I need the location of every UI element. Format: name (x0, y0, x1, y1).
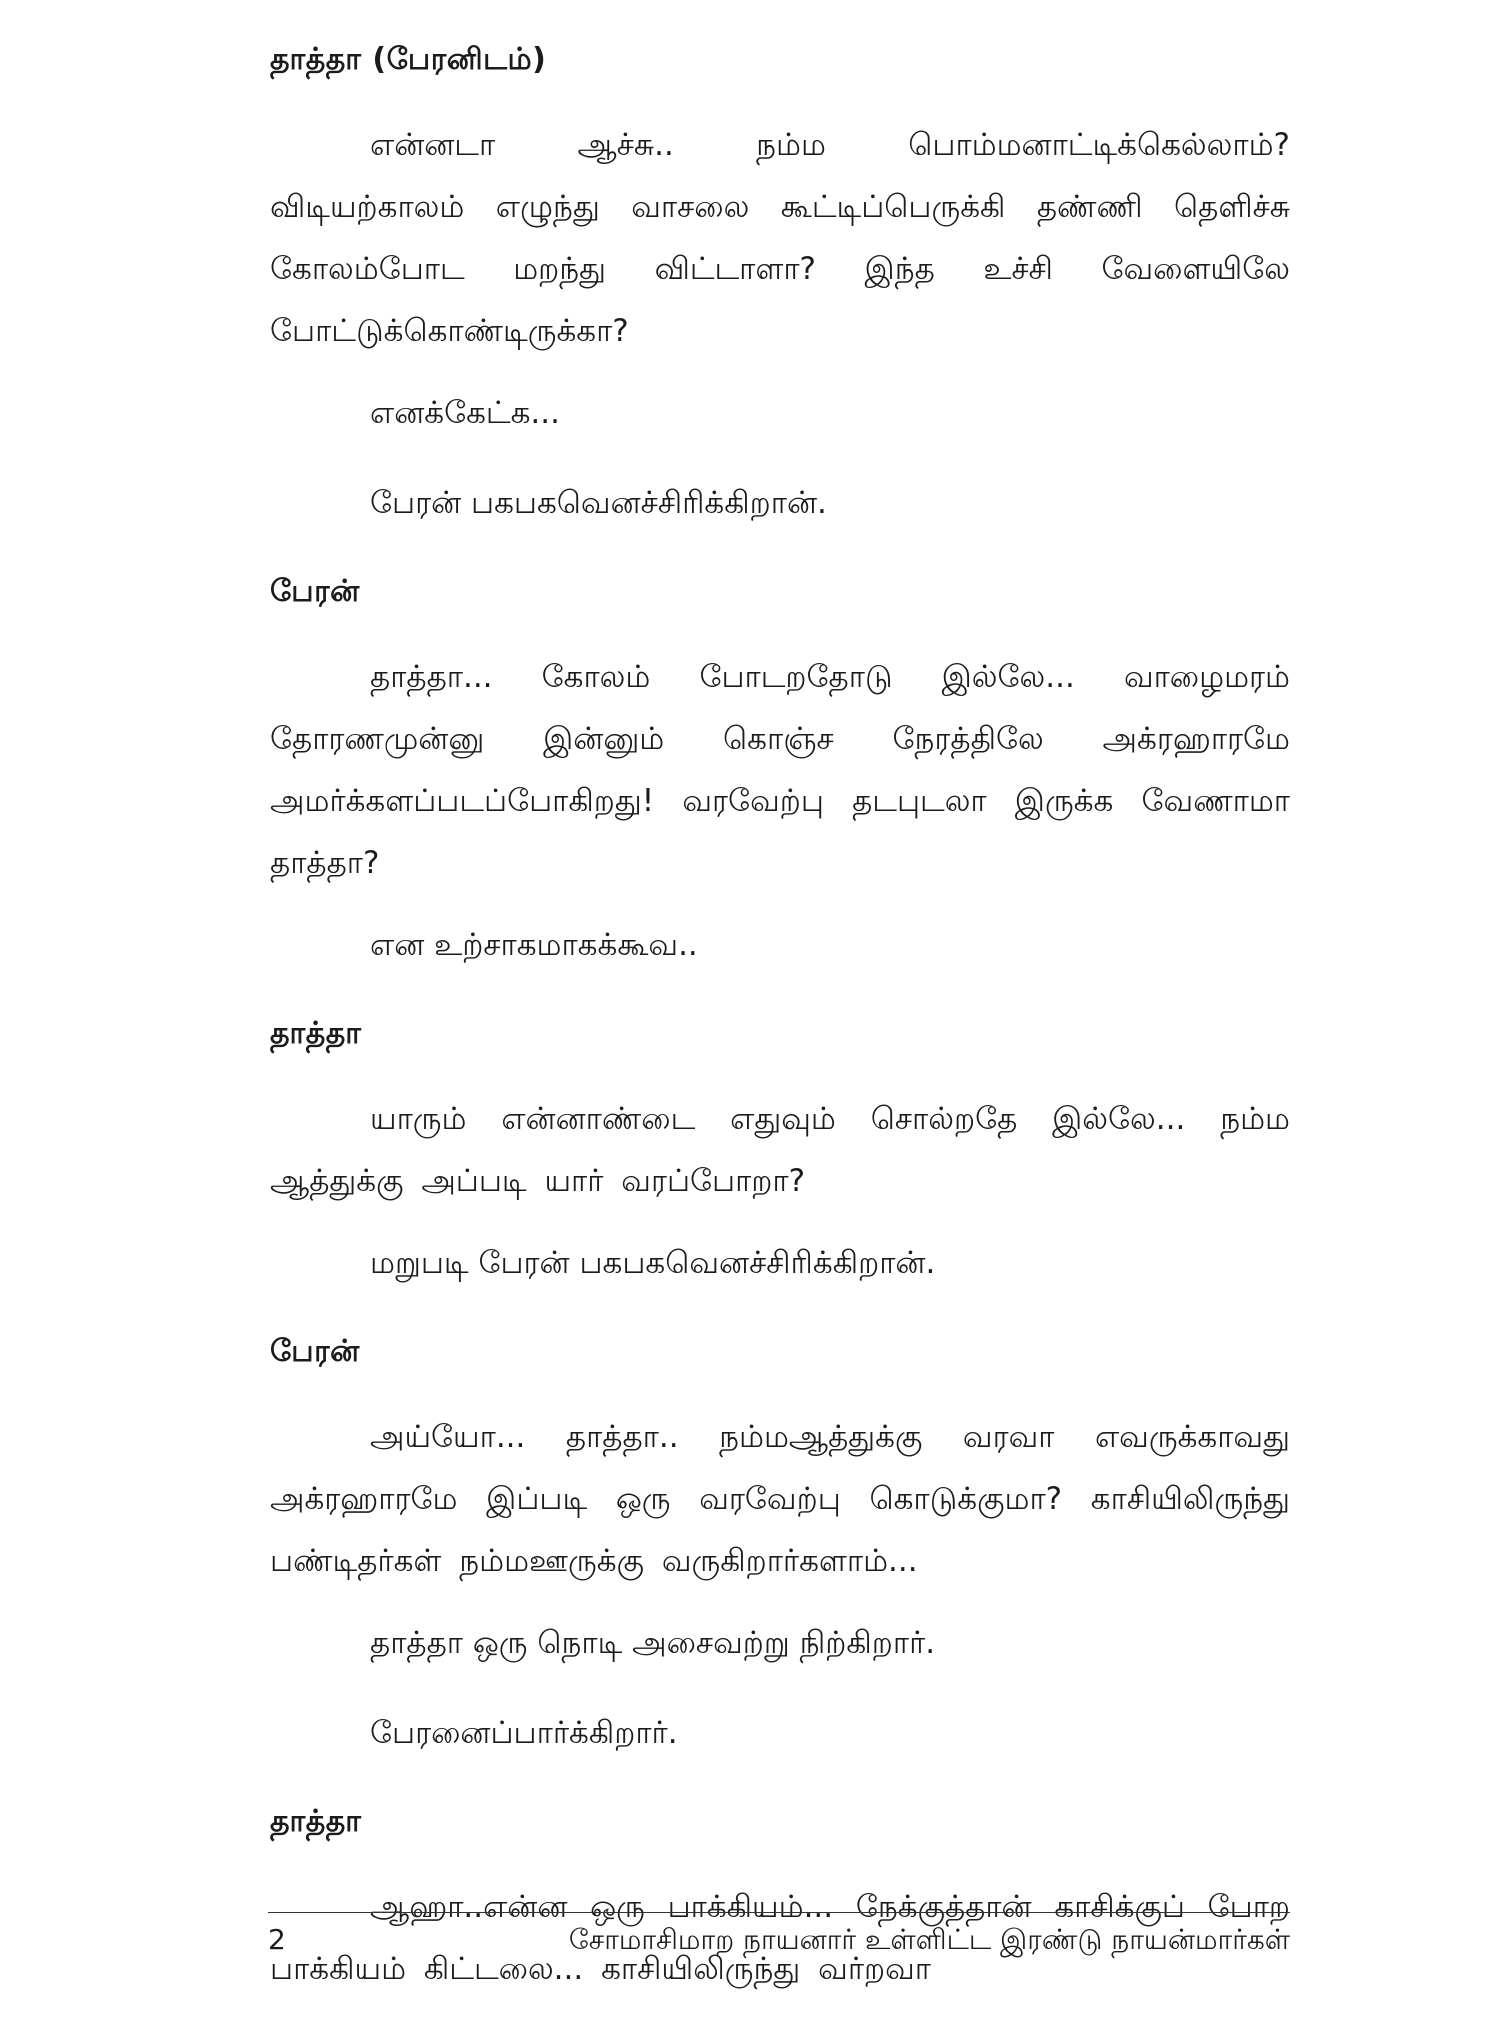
stage-direction: மறுபடி பேரன் பகபகவெனச்சிரிக்கிறான். (370, 1245, 936, 1281)
footer-divider (268, 1912, 1290, 1913)
dialogue-paragraph: ஆஹா..என்ன ஒரு பாக்கியம்... நேக்குத்தான் காசிக்குப் போற பாக்கியம் கிட்டலை... காசியிலிருந்து வர்றவா (270, 1889, 1290, 1987)
page-number: 2 (268, 1923, 286, 1956)
stage-direction: தாத்தா ஒரு நொடி அசைவற்று நிற்கிறார். (370, 1625, 936, 1661)
stage-direction: எனக்கேட்க... (370, 395, 560, 431)
dialogue-paragraph: யாரும் என்னாண்டை எதுவும் சொல்றதே இல்லே... நம்ம ஆத்துக்கு அப்படி யார் வரப்போறா? (270, 1101, 1291, 1199)
page-body (270, 40, 1290, 2030)
speaker-name: பேரன் (270, 1334, 360, 1369)
dialogue-paragraph: என்னடா ஆச்சு.. நம்ம பொம்மனாட்டிக்கெல்லாம்? விடியற்காலம் எழுந்து வாசலை கூட்டிப்பெருக்கி தண்ணி தெளிச்சு கோலம்போட மறந்து விட்டாளா? இந்த உச்சி வேளையிலே போட்டுக்கொண்டிருக்கா? (270, 127, 1290, 349)
stage-direction: என உற்சாகமாகக்கூவ.. (370, 927, 698, 963)
stage-direction: பேரன் பகபகவெனச்சிரிக்கிறான். (370, 485, 827, 521)
stage-direction: பேரனைப்பார்க்கிறார். (370, 1715, 678, 1751)
speaker-name: தாத்தா (270, 1016, 362, 1051)
dialogue-paragraph: அய்யோ... தாத்தா.. நம்மஆத்துக்கு வரவா எவருக்காவது அக்ரஹாரமே இப்படி ஒரு வரவேற்பு கொடுக்குமா? காசியிலிருந்து பண்டிதர்கள் நம்மஊருக்கு வருகிறார்களாம்... (270, 1419, 1290, 1579)
speaker-name: பேரன் (270, 574, 360, 609)
speaker-name: தாத்தா (பேரனிடம்) (270, 42, 547, 77)
dialogue-paragraph: தாத்தா... கோலம் போடறதோடு இல்லே... வாழைமரம் தோரணமுன்னு இன்னும் கொஞ்ச நேரத்திலே அக்ரஹாரமே அமர்க்களப்படப்போகிறது! வரவேற்பு தடபுடலா இருக்க வேணாமா தாத்தா? (270, 659, 1290, 881)
running-footer-title: சோமாசிமாற நாயனார் உள்ளிட்ட இரண்டு நாயன்மார்கள் (568, 1923, 1290, 1956)
speaker-name: தாத்தா (270, 1804, 362, 1839)
